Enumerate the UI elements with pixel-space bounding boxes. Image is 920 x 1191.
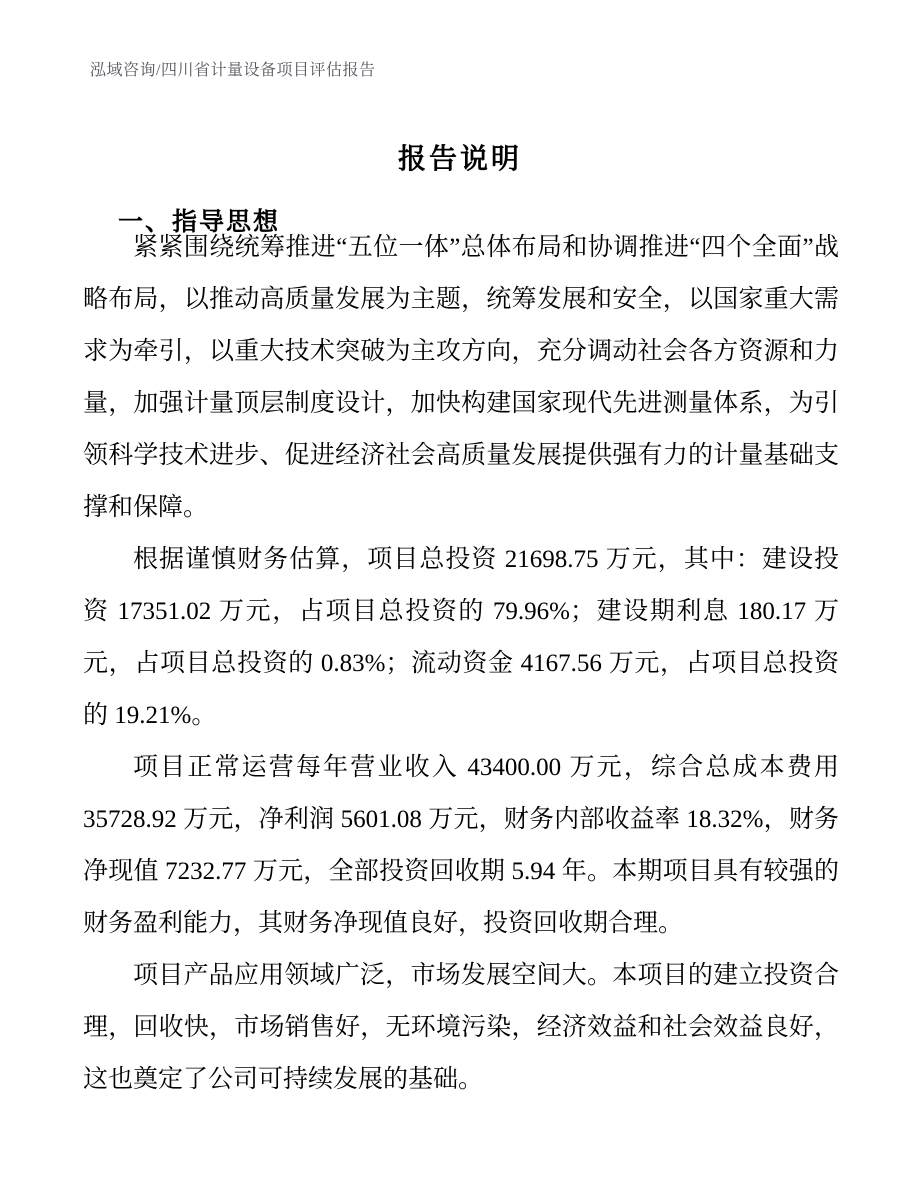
- paragraph: 紧紧围绕统筹推进“五位一体”总体布局和协调推进“四个全面”战略布局，以推动高质量发展为主题，统筹发展和安全，以国家重大需求为牵引，以重大技术突破为主攻方向，充分调动社会各方资源和力量，加强计量顶层制度设计，加快构建国家现代先进测量体系，为引领科学技术进步、促进经济社会高质量发展提供强有力的计量基础支撑和保障。: [83, 234, 839, 521]
- document-body: [83, 222, 839, 1106]
- paragraph: 根据谨慎财务估算，项目总投资 21698.75 万元，其中：建设投资 17351.02 万元，占项目总投资的 79.96%；建设期利息 180.17 万元，占项目总投资的 0.83%；流动资金 4167.56 万元，占项目总投资的 19.21%。: [83, 546, 839, 729]
- document-header: 泓域咨询/四川省计量设备项目评估报告: [90, 62, 376, 79]
- paragraph: 项目产品应用领域广泛，市场发展空间大。本项目的建立投资合理，回收快，市场销售好，无环境污染，经济效益和社会效益良好，这也奠定了公司可持续发展的基础。: [83, 962, 839, 1093]
- paragraph: 项目正常运营每年营业收入 43400.00 万元，综合总成本费用 35728.92 万元，净利润 5601.08 万元，财务内部收益率 18.32%，财务净现值 7232.77 万元，全部投资回收期 5.94 年。本期项目具有较强的财务盈利能力，其财务净现值良好，投资回收期合理。: [83, 754, 839, 937]
- page-title: 报告说明: [397, 143, 522, 175]
- section-heading: 一、指导思想: [118, 208, 281, 236]
